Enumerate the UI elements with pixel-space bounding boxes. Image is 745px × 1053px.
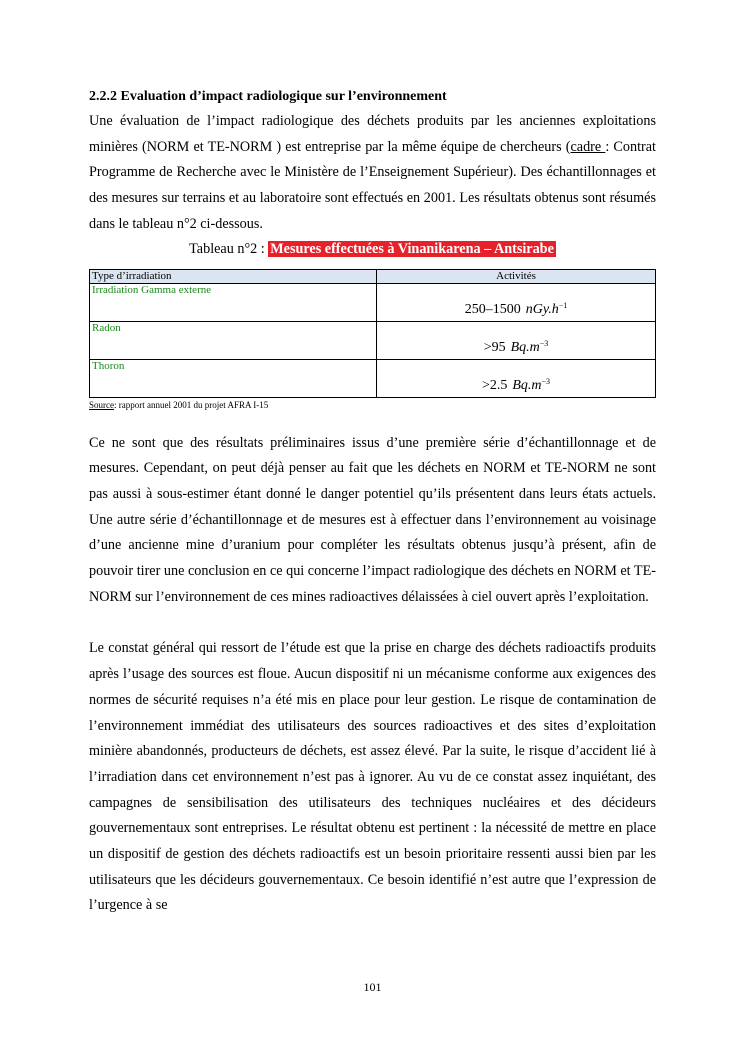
intro-underlined-word: cadre (570, 138, 606, 155)
table-source-note (89, 400, 656, 411)
activity-cell (377, 321, 656, 359)
activity-value: >2.5 (481, 377, 508, 393)
activity-unit: nGy.h (525, 301, 559, 317)
activity-value: 250–1500 (464, 301, 521, 317)
table-row (90, 359, 656, 397)
col-header-type: Type d’irradiation (90, 269, 377, 283)
page-body (89, 86, 656, 919)
source-text: : rapport annuel 2001 du projet AFRA I-15 (114, 399, 269, 410)
intro-paragraph (89, 109, 656, 238)
table-header-row (90, 269, 656, 283)
unit-exponent: −3 (541, 376, 551, 386)
caption-prefix: Tableau n°2 : (189, 240, 269, 257)
table-caption (89, 238, 656, 260)
unit-exponent: −1 (558, 300, 568, 310)
intro-tail: : Contrat Programme de Recherche avec le Ministère de l’Enseignement Supérieur). Des échantillonnages et des mesures sur terrains et au laboratoire sont effectués en 2001. Les résultats obtenus sont résumés dans le tableau n°2 ci-dessous. (89, 138, 656, 232)
page-number: 101 (363, 980, 382, 994)
intro-lead: Une évaluation de l’impact radiologique des déchets produits par les anciennes exploitations minières (NORM et TE-NORM ) est entreprise par la même équipe de chercheurs ( (89, 113, 656, 155)
activity-cell (377, 359, 656, 397)
body-paragraph-1: Ce ne sont que des résultats préliminaires issus d’une première série d’échantillonnage et de mesures. Cependant, on peut déjà penser au fait que les déchets en NORM et TE-NORM ne sont pas aussi à sous-estimer étant donné le danger potentiel qu’ils présentent dans leurs états actuels. Une autre série d’échantillonnage et de mesures est à effectuer dans l’environnement au voisinage d’une ancienne mine d’uranium pour compléter les résultats obtenus jusqu’à présent, afin de pouvoir tirer une conclusion en ce qui concerne l’impact radiologique des déchets en NORM et TE-NORM sur l’environnement de ces mines radioactives délaissées à ciel ouvert après l’exploitation. (89, 434, 656, 605)
table-row (90, 321, 656, 359)
measurements-table (89, 269, 656, 398)
irradiation-type-cell: Thoron (90, 359, 377, 397)
col-header-activity: Activités (377, 269, 656, 283)
activity-cell (377, 283, 656, 321)
section-heading: 2.2.2 Evaluation d’impact radiologique sur l’environnement (89, 89, 447, 104)
source-label: Source (89, 399, 114, 410)
unit-exponent: −3 (539, 338, 549, 348)
body-paragraph-2: Le constat général qui ressort de l’étude est que la prise en charge des déchets radioactifs produits après l’usage des sources est floue. Aucun dispositif ni un mécanisme conforme aux exigences des normes de sécurité requises n’a été mis en place pour leur gestion. Le risque de contamination de l’environnement immédiat des utilisateurs des sources radioactives et des sites d’exploitation minière abandonnés, producteurs de déchets, est assez élevé. Par la suite, le risque d’accident lié à l’irradiation dans cet environnement n’est pas à ignorer. Au vu de ce constat assez inquiétant, des campagnes de sensibilisation des utilisateurs des techniques nucléaires et des décideurs gouvernementaux sont entreprises. Le résultat obtenu est pertinent : la nécessité de mettre en place un dispositif de gestion des déchets radioactifs est un besoin prioritaire ressenti aussi bien par les utilisateurs que les décideurs gouvernementaux. Ce besoin identifié n’est autre que l’expression de l’urgence à se (89, 640, 656, 914)
irradiation-type-cell: Radon (90, 321, 377, 359)
activity-unit: Bq.m (510, 339, 540, 355)
irradiation-type-cell: Irradiation Gamma externe (90, 283, 377, 321)
caption-title: Mesures effectuées à Vinanikarena – Antsirabe (270, 240, 554, 257)
activity-value: >95 (483, 339, 506, 355)
activity-unit: Bq.m (512, 377, 542, 393)
table-row (90, 283, 656, 321)
